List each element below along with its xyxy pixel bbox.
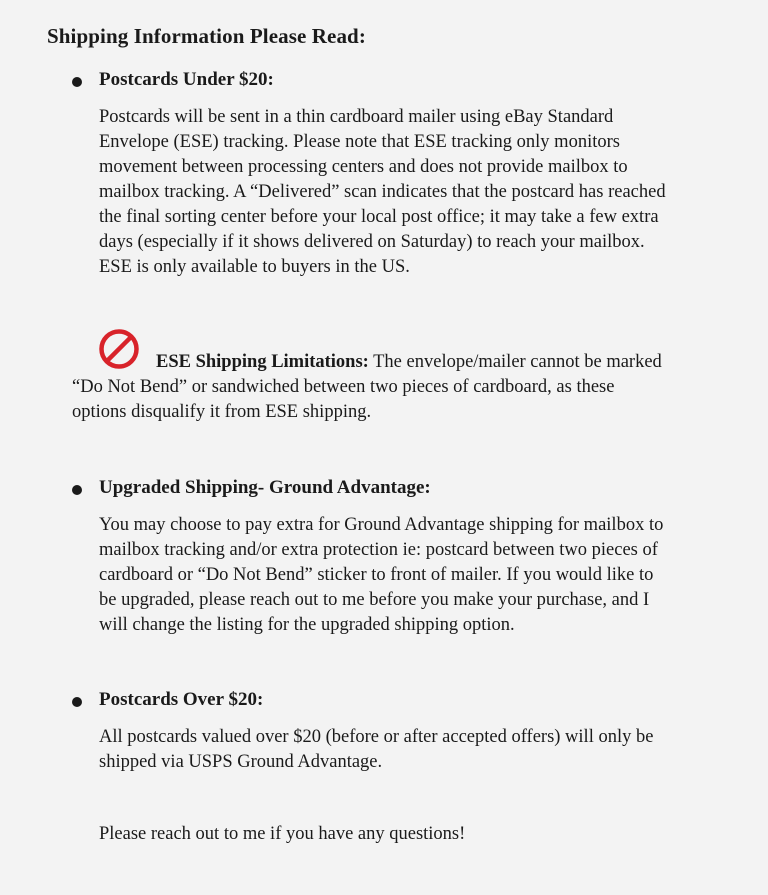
body-line: “Do Not Bend” or sandwiched between two pieces of cardboard, as these <box>72 377 615 397</box>
body-line: You may choose to pay extra for Ground Advantage shipping for mailbox to <box>99 515 664 535</box>
limitations-text: The envelope/mailer cannot be marked <box>368 352 662 372</box>
body-line: options disqualify it from ESE shipping. <box>72 402 372 422</box>
bullet-dot <box>72 697 82 707</box>
page-title: Shipping Information Please Read: <box>47 24 366 48</box>
limitations-label: ESE Shipping Limitations: <box>156 352 369 372</box>
section-heading-upgraded: Upgraded Shipping- Ground Advantage: <box>99 477 431 498</box>
body-line: will change the listing for the upgraded shipping option. <box>99 615 515 635</box>
section-body-under-20 <box>99 105 739 280</box>
body-line: Envelope (ESE) tracking. Please note that ESE tracking only monitors <box>99 132 620 152</box>
bullet-dot <box>72 485 82 495</box>
ese-limitations-note <box>72 328 752 425</box>
body-line: All postcards valued over $20 (before or after accepted offers) will only be <box>99 727 654 747</box>
section-body-over-20 <box>99 725 739 775</box>
closing-note: Please reach out to me if you have any questions! <box>99 824 466 844</box>
body-line: mailbox tracking. A “Delivered” scan indicates that the postcard has reached <box>99 182 666 202</box>
body-line: be upgraded, please reach out to me before you make your purchase, and I <box>99 590 650 610</box>
limitations-first-line <box>72 350 752 375</box>
body-line: ESE is only available to buyers in the US. <box>99 257 410 277</box>
bullet-dot <box>72 77 82 87</box>
body-line: Postcards will be sent in a thin cardboard mailer using eBay Standard <box>99 107 614 127</box>
section-body-upgraded <box>99 513 739 638</box>
body-line: shipped via USPS Ground Advantage. <box>99 752 383 772</box>
body-line: movement between processing centers and does not provide mailbox to <box>99 157 628 177</box>
body-line: the final sorting center before your local post office; it may take a few extra <box>99 207 659 227</box>
body-line: cardboard or “Do Not Bend” sticker to front of mailer. If you would like to <box>99 565 654 585</box>
section-heading-over-20: Postcards Over $20: <box>99 689 264 710</box>
section-heading-under-20: Postcards Under $20: <box>99 69 274 90</box>
body-line: days (especially if it shows delivered on Saturday) to reach your mailbox. <box>99 232 645 252</box>
body-line: mailbox tracking and/or extra protection ie: postcard between two pieces of <box>99 540 658 560</box>
